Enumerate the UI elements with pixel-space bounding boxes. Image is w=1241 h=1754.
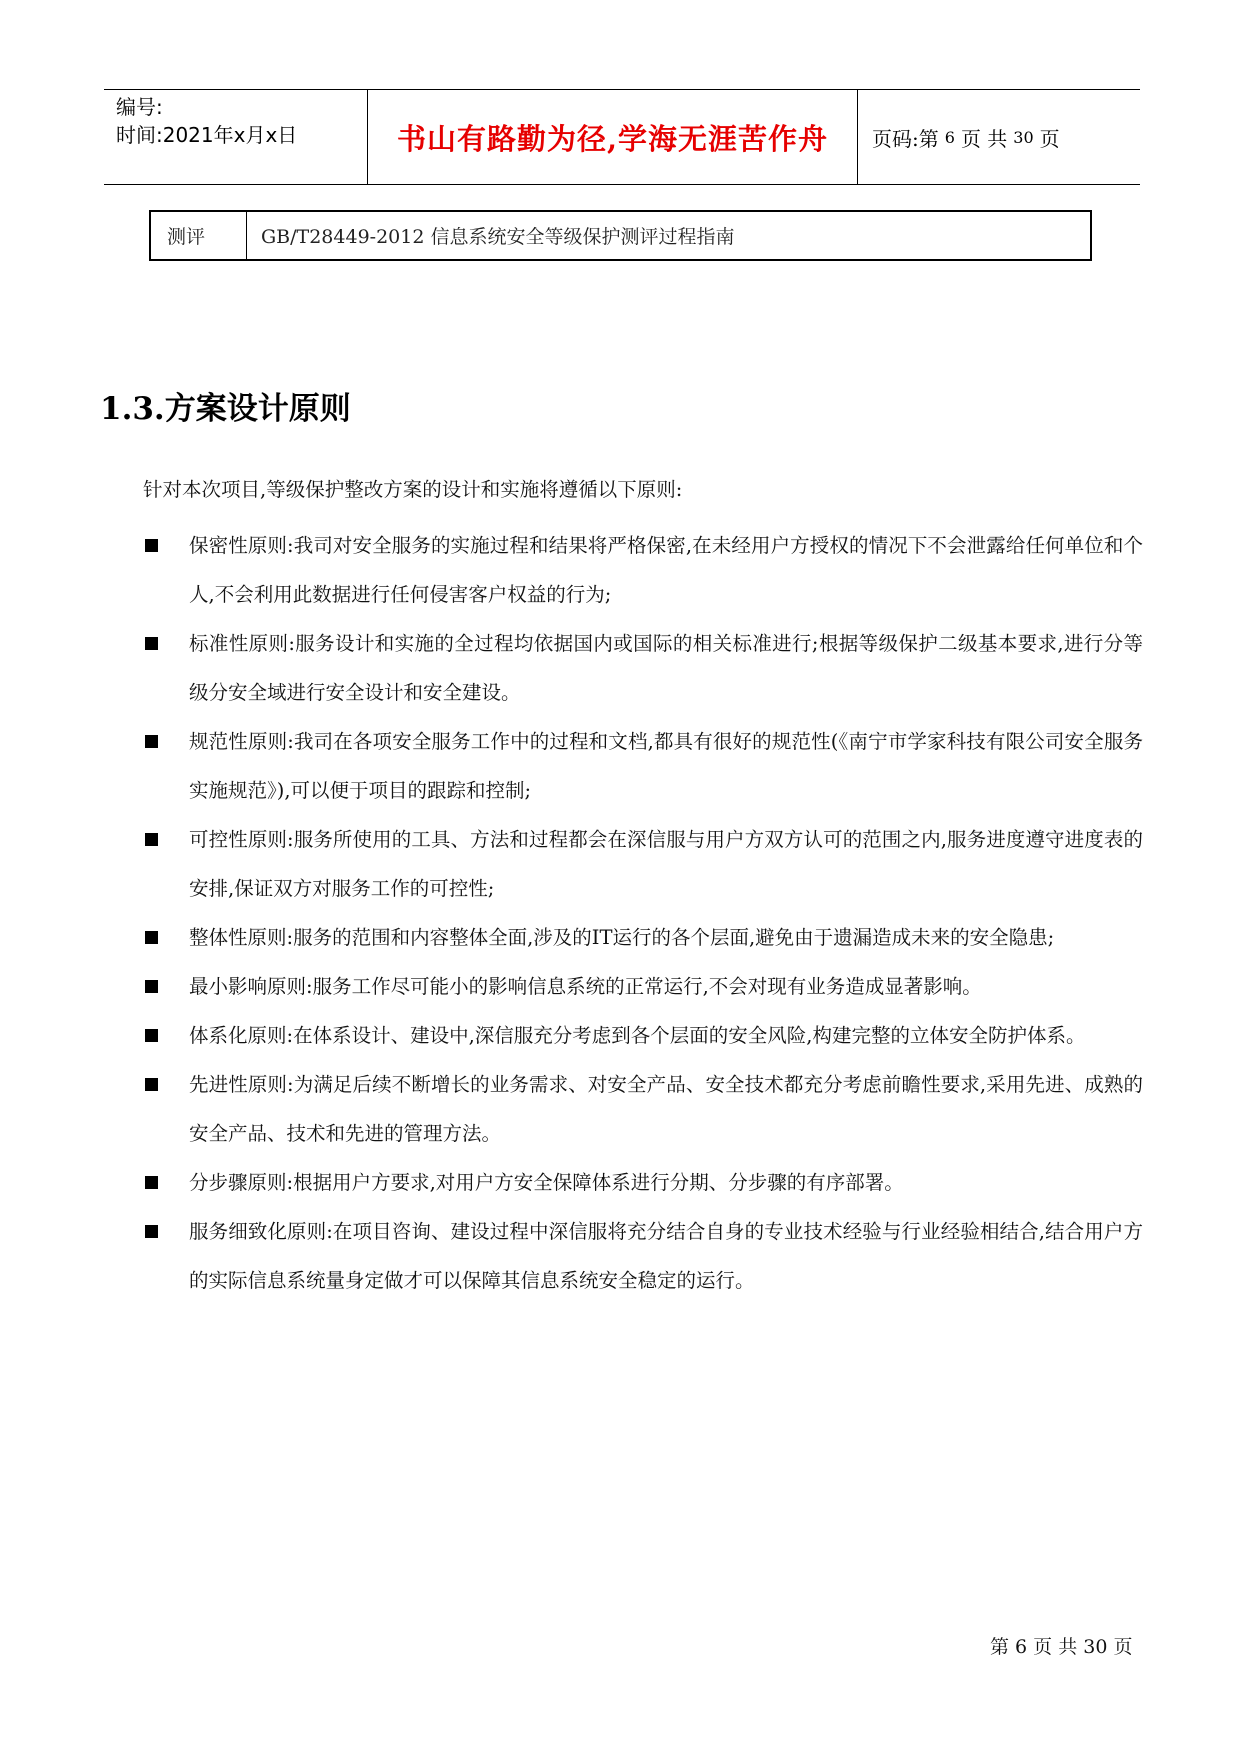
list-item-text: 保密性原则:我司对安全服务的实施过程和结果将严格保密,在未经用户方授权的情况下不会泄露给任何单位和个人,不会利用此数据进行任何侵害客户权益的行为;	[189, 534, 1143, 606]
list-item-text: 体系化原则:在体系设计、建设中,深信服充分考虑到各个层面的安全风险,构建完整的立体安全防护体系。	[189, 1024, 1086, 1047]
header-motto-cell	[368, 90, 858, 184]
bullet-square-icon	[145, 1078, 158, 1091]
bullet-square-icon	[145, 980, 158, 993]
list-item	[143, 1011, 1143, 1060]
page-prefix: 页码:第	[872, 126, 939, 151]
list-item-text: 最小影响原则:服务工作尽可能小的影响信息系统的正常运行,不会对现有业务造成显著影响。	[189, 975, 982, 998]
list-item-text: 规范性原则:我司在各项安全服务工作中的过程和文档,都具有很好的规范性(《南宁市学家科技有限公司安全服务实施规范》),可以便于项目的跟踪和控制;	[189, 730, 1143, 802]
date-label: 时间:2021年x月x日	[116, 123, 298, 147]
list-item	[143, 815, 1143, 913]
principles-list	[143, 521, 1143, 1305]
list-item-text: 先进性原则:为满足后续不断增长的业务需求、对安全产品、安全技术都充分考虑前瞻性要求,采用先进、成熟的安全产品、技术和先进的管理方法。	[189, 1073, 1143, 1145]
list-item	[143, 1158, 1143, 1207]
page-mid: 页 共	[960, 126, 1008, 151]
standard-category: 测评	[151, 212, 247, 259]
bullet-square-icon	[145, 833, 158, 846]
list-item	[143, 717, 1143, 815]
list-item-text: 可控性原则:服务所使用的工具、方法和过程都会在深信服与用户方双方认可的范围之内,服务进度遵守进度表的安排,保证双方对服务工作的可控性;	[189, 828, 1143, 900]
list-item-text: 服务细致化原则:在项目咨询、建设过程中深信服将充分结合自身的专业技术经验与行业经验相结合,结合用户方的实际信息系统量身定做才可以保障其信息系统安全稳定的运行。	[189, 1220, 1143, 1292]
bullet-square-icon	[145, 1029, 158, 1042]
bullet-square-icon	[145, 1176, 158, 1189]
standard-name: GB/T28449-2012 信息系统安全等级保护测评过程指南	[261, 226, 735, 248]
page-header	[104, 89, 1140, 185]
header-info	[104, 90, 368, 184]
list-item	[143, 619, 1143, 717]
bullet-square-icon	[145, 637, 158, 650]
list-item	[143, 962, 1143, 1011]
section-title: 1.3.方案设计原则	[100, 391, 351, 427]
list-item	[143, 1060, 1143, 1158]
list-item-text: 标准性原则:服务设计和实施的全过程均依据国内或国际的相关标准进行;根据等级保护二级基本要求,进行分等级分安全域进行安全设计和安全建设。	[189, 632, 1143, 704]
list-item	[143, 1207, 1143, 1305]
page-total: 30	[1013, 127, 1034, 147]
page-num: 6	[944, 127, 955, 147]
page-suffix: 页	[1039, 126, 1060, 151]
bullet-square-icon	[145, 539, 158, 552]
list-item	[143, 521, 1143, 619]
list-item	[143, 913, 1143, 962]
serial-label: 编号:	[116, 95, 163, 119]
standard-table-row	[149, 210, 1092, 261]
page-footer: 第 6 页 共 30 页	[990, 1636, 1133, 1658]
section-intro: 针对本次项目,等级保护整改方案的设计和实施将遵循以下原则:	[143, 478, 683, 501]
bullet-square-icon	[145, 931, 158, 944]
header-motto: 书山有路勤为径,学海无涯苦作舟	[396, 121, 829, 156]
list-item-text: 分步骤原则:根据用户方要求,对用户方安全保障体系进行分期、分步骤的有序部署。	[189, 1171, 904, 1194]
header-page-number	[858, 90, 1140, 184]
list-item-text: 整体性原则:服务的范围和内容整体全面,涉及的IT运行的各个层面,避免由于遗漏造成未来的安全隐患;	[189, 926, 1055, 949]
bullet-square-icon	[145, 735, 158, 748]
bullet-square-icon	[145, 1225, 158, 1238]
